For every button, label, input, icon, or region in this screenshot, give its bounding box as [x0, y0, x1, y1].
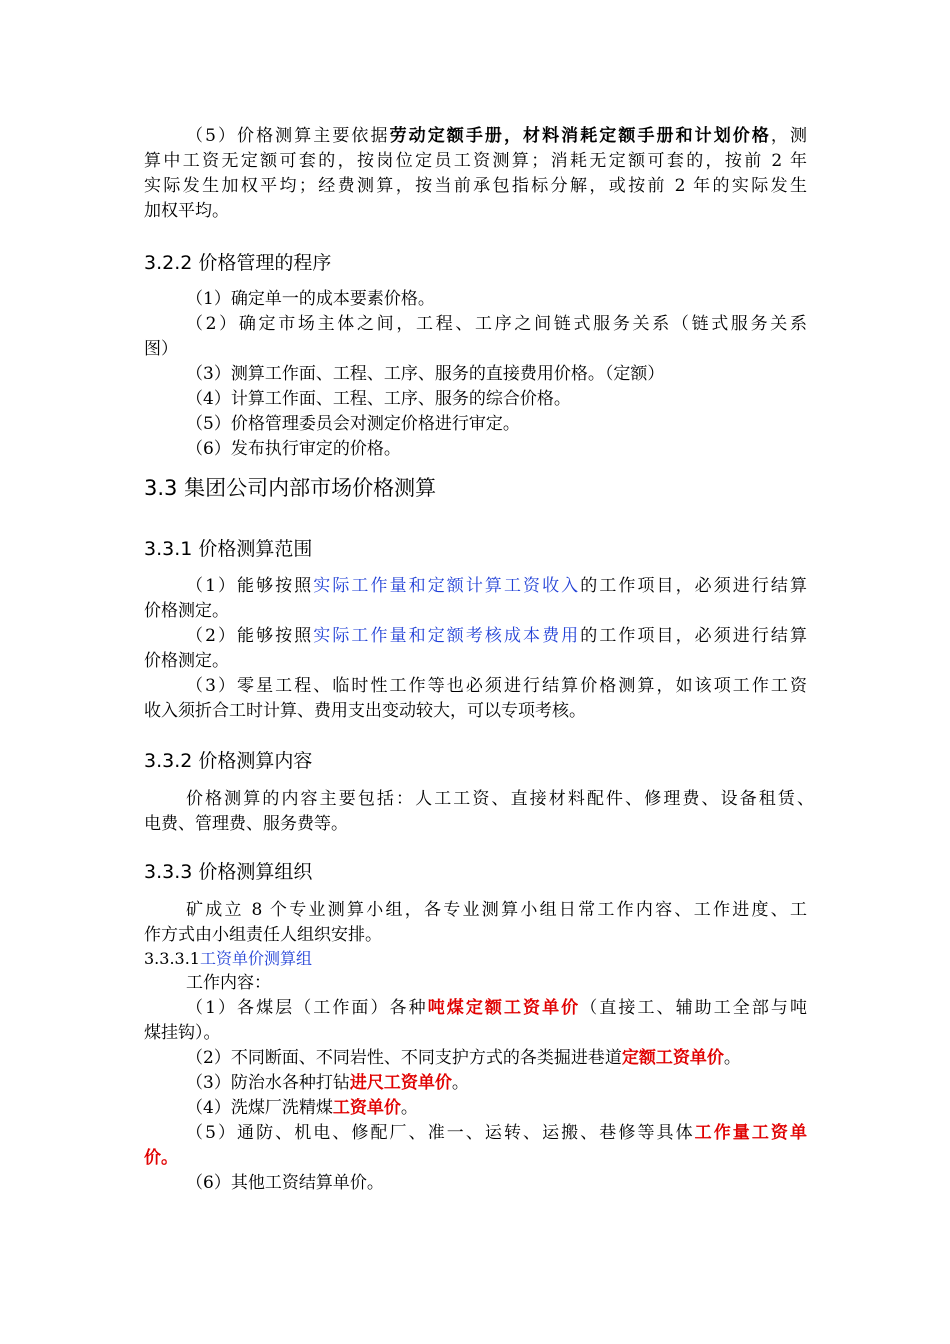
paragraph-continuation: 作方式由小组责任人组织安排。: [144, 925, 382, 945]
list-item: （4）计算工作面、工程、工序、服务的综合价格。: [186, 389, 571, 409]
list-item: （3）防治水各种打钻进尺工资单价。: [186, 1073, 469, 1093]
list-item-continuation: 价。: [144, 1148, 178, 1168]
list-item: （5）价格管理委员会对测定价格进行审定。: [186, 414, 520, 434]
paragraph: 价格测算的内容主要包括：人工工资、直接材料配件、修理费、设备租赁、: [186, 789, 814, 809]
heading-3-3-2: 3.3.2 价格测算内容: [144, 750, 313, 772]
heading-3-3-1: 3.3.1 价格测算范围: [144, 538, 313, 560]
paragraph: 矿成立 8 个专业测算小组，各专业测算小组日常工作内容、工作进度、工: [186, 900, 807, 920]
list-item: （2）能够按照实际工作量和定额考核成本费用的工作项目，必须进行结算: [186, 626, 807, 646]
paragraph-5-line-4: 加权平均。: [144, 201, 229, 221]
list-item-continuation: 图）: [144, 339, 178, 359]
list-item: （1）能够按照实际工作量和定额计算工资收入的工作项目，必须进行结算: [186, 576, 807, 596]
list-item: （4）洗煤厂洗精煤工资单价。: [186, 1098, 418, 1118]
paragraph-5-line-2: 算中工资无定额可套的，按岗位定员工资测算；消耗无定额可套的，按前 2 年: [144, 151, 807, 171]
highlight-text: 工资单价: [332, 1098, 401, 1118]
highlight-text: 进尺工资单价: [349, 1073, 452, 1093]
paragraph-5-line-1: （5）价格测算主要依据劳动定额手册，材料消耗定额手册和计划价格，测: [186, 126, 807, 146]
paragraph-continuation: 电费、管理费、服务费等。: [144, 814, 348, 834]
highlight-text: 定额工资单价: [621, 1048, 724, 1068]
highlight-text: 实际工作量和定额考核成本费用: [313, 626, 581, 646]
paragraph-5-line-3: 实际发生加权平均；经费测算，按当前承包指标分解，或按前 2 年的实际发生: [144, 176, 807, 196]
list-item-continuation: 煤挂钩）。: [144, 1023, 221, 1043]
list-item: （2）不同断面、不同岩性、不同支护方式的各类掘进巷道定额工资单价。: [186, 1048, 741, 1068]
work-content-label: 工作内容：: [186, 973, 271, 993]
heading-3-3: 3.3 集团公司内部市场价格测算: [144, 476, 437, 500]
heading-3-3-3: 3.3.3 价格测算组织: [144, 861, 313, 883]
list-item: （1）确定单一的成本要素价格。: [186, 289, 435, 309]
heading-3-2-2: 3.2.2 价格管理的程序: [144, 252, 332, 274]
subheading-3-3-3-1: 3.3.3.1工资单价测算组: [144, 949, 312, 968]
list-item: （3）测算工作面、工程、工序、服务的直接费用价格。（定额）: [186, 364, 665, 384]
list-item: （5）通防、机电、修配厂、准一、运转、运搬、巷修等具体工作量工资单: [186, 1123, 807, 1143]
highlight-text: 工作量工资单: [694, 1123, 807, 1143]
highlight-text: 实际工作量和定额计算工资收入: [313, 576, 581, 596]
list-item: （3）零星工程、临时性工作等也必须进行结算价格测算，如该项工作工资: [186, 676, 807, 696]
list-item: （6）发布执行审定的价格。: [186, 439, 401, 459]
list-item: （6）其他工资结算单价。: [186, 1173, 384, 1193]
list-item-continuation: 价格测定。: [144, 651, 229, 671]
list-item-continuation: 价格测定。: [144, 601, 229, 621]
list-item: （1）各煤层（工作面）各种吨煤定额工资单价（直接工、辅助工全部与吨: [186, 998, 807, 1018]
list-item: （2）确定市场主体之间，工程、工序之间链式服务关系（链式服务关系: [186, 314, 807, 334]
list-item-continuation: 收入须折合工时计算、费用支出变动较大，可以专项考核。: [144, 701, 586, 721]
highlight-text: 吨煤定额工资单价: [427, 998, 581, 1018]
